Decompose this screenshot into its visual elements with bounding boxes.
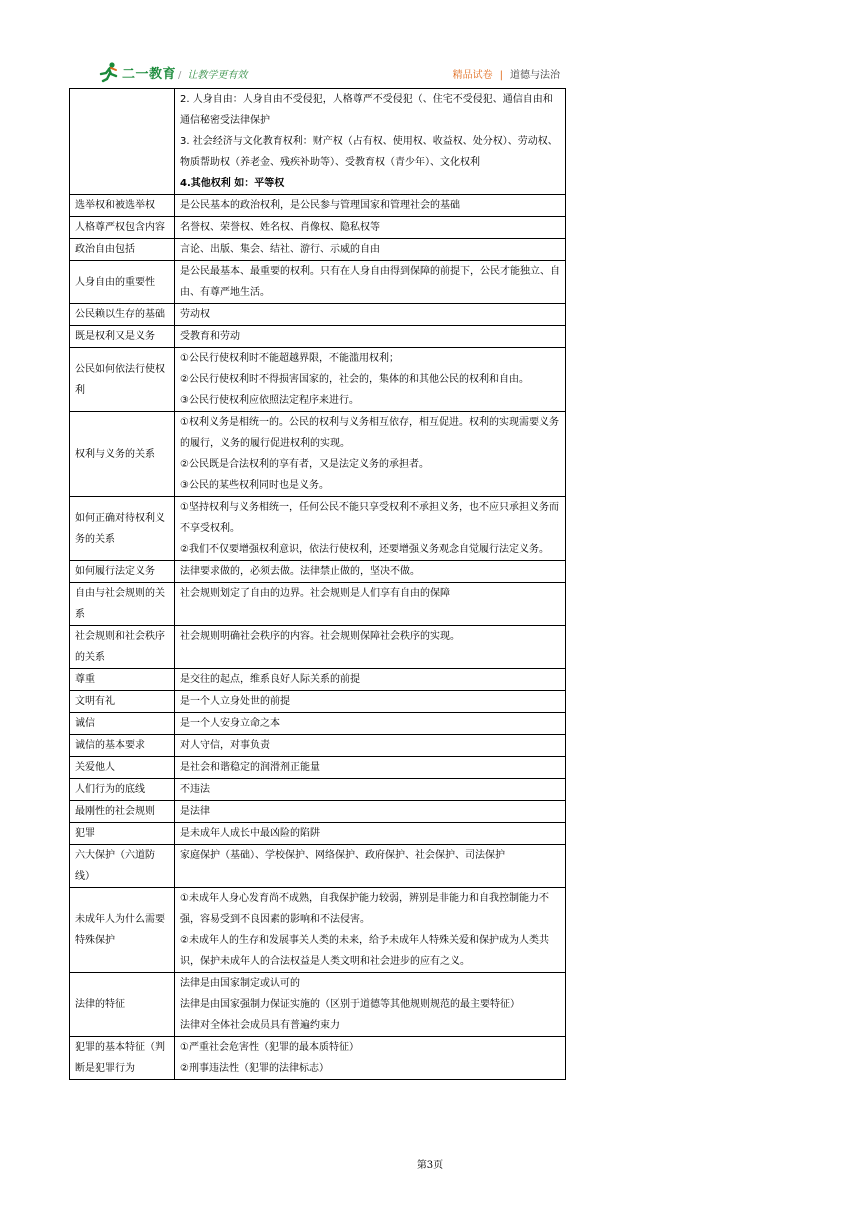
header-slogan: / 让教学更有效 xyxy=(178,70,248,81)
table-row xyxy=(70,412,566,497)
row-value xyxy=(175,1037,566,1080)
row-key: 人格尊严权包含内容 xyxy=(70,217,175,239)
table-row xyxy=(70,735,566,757)
row-value xyxy=(175,304,566,326)
row-key: 未成年人为什么需要特殊保护 xyxy=(70,888,175,973)
table-row xyxy=(70,779,566,801)
value-line: 是未成年人成长中最凶险的陷阱 xyxy=(180,828,320,839)
row-value xyxy=(175,757,566,779)
row-value xyxy=(175,583,566,626)
row-key: 既是权利又是义务 xyxy=(70,326,175,348)
row-value xyxy=(175,326,566,348)
row-key: 公民赖以生存的基础 xyxy=(70,304,175,326)
table-row xyxy=(70,626,566,669)
value-line: 是社会和谐稳定的润滑剂正能量 xyxy=(180,762,320,773)
value-line: ③公民行使权利应依照法定程序来进行。 xyxy=(180,395,359,406)
row-value xyxy=(175,497,566,561)
value-line: 2. 人身自由：人身自由不受侵犯，人格尊严不受侵犯（、住宅不受侵犯、通信自由和通信秘密受法律保护 xyxy=(180,94,553,126)
row-key: 犯罪的基本特征（判断是犯罪行为 xyxy=(70,1037,175,1080)
table-row xyxy=(70,1037,566,1080)
value-line: 言论、出版、集会、结社、游行、示威的自由 xyxy=(180,244,380,255)
table-row xyxy=(70,195,566,217)
value-line: 是一个人安身立命之本 xyxy=(180,718,280,729)
header-right: 精品试卷 | 道德与法治 xyxy=(452,70,560,81)
row-value xyxy=(175,735,566,757)
table-row xyxy=(70,845,566,888)
value-line: ②我们不仅要增强权利意识，依法行使权利，还要增强义务观念自觉履行法定义务。 xyxy=(180,544,549,555)
value-line: 名誉权、荣誉权、姓名权、肖像权、隐私权等 xyxy=(180,222,380,233)
row-value xyxy=(175,888,566,973)
header-subject: 道德与法治 xyxy=(510,70,560,81)
runner-logo-icon xyxy=(98,61,120,83)
table-row xyxy=(70,801,566,823)
row-key: 最刚性的社会规则 xyxy=(70,801,175,823)
table-row xyxy=(70,497,566,561)
value-line: ①公民行使权利时不能超越界限，不能滥用权利； xyxy=(180,353,399,364)
row-value xyxy=(175,779,566,801)
value-line: ②公民既是合法权利的享有者，又是法定义务的承担者。 xyxy=(180,459,429,470)
row-key: 人们行为的底线 xyxy=(70,779,175,801)
row-value xyxy=(175,823,566,845)
table-row xyxy=(70,669,566,691)
header-tag: 精品试卷 xyxy=(452,70,493,81)
value-line: 家庭保护（基础）、学校保护、网络保护、政府保护、社会保护、司法保护 xyxy=(180,850,505,861)
table-row xyxy=(70,713,566,735)
knowledge-table xyxy=(69,88,566,1080)
row-value xyxy=(175,973,566,1037)
page-number: 第3页 xyxy=(416,1160,444,1171)
logo-text: 二一教育 xyxy=(122,66,177,82)
row-key: 诚信 xyxy=(70,713,175,735)
value-line: 法律要求做的，必须去做。法律禁止做的，坚决不做。 xyxy=(180,566,420,577)
table-row xyxy=(70,89,566,195)
value-line: 是法律 xyxy=(180,806,210,817)
value-line: 是公民基本的政治权利，是公民参与管理国家和管理社会的基础 xyxy=(180,200,460,211)
value-line: 受教育和劳动 xyxy=(180,331,240,342)
table-row xyxy=(70,217,566,239)
page-header xyxy=(70,56,560,90)
value-line: ①未成年人身心发育尚不成熟，自我保护能力较弱，辨别是非能力和自我控制能力不强，容易受到不良因素的影响和不法侵害。 xyxy=(180,893,549,925)
table-row xyxy=(70,239,566,261)
value-line: 劳动权 xyxy=(180,309,210,320)
row-value xyxy=(175,89,566,195)
value-line: 不违法 xyxy=(180,784,210,795)
row-value xyxy=(175,626,566,669)
row-value xyxy=(175,348,566,412)
row-key xyxy=(70,89,175,195)
row-value xyxy=(175,217,566,239)
slogan-text: 让教学更有效 xyxy=(187,70,248,81)
value-line: 是一个人立身处世的前提 xyxy=(180,696,290,707)
value-line: 法律是由国家强制力保证实施的（区别于道德等其他规则规范的最主要特征） xyxy=(180,999,520,1010)
row-value xyxy=(175,801,566,823)
row-value xyxy=(175,713,566,735)
row-value xyxy=(175,561,566,583)
value-line: 4.其他权利 如：平等权 xyxy=(180,178,285,189)
table-row xyxy=(70,823,566,845)
logo xyxy=(98,60,176,84)
table-row xyxy=(70,973,566,1037)
table-row xyxy=(70,583,566,626)
row-key: 自由与社会规则的关系 xyxy=(70,583,175,626)
value-line: ①严重社会危害性（犯罪的最本质特征） xyxy=(180,1042,359,1053)
row-value xyxy=(175,195,566,217)
table-row xyxy=(70,326,566,348)
row-value xyxy=(175,412,566,497)
value-line: 社会规则划定了自由的边界。社会规则是人们享有自由的保障 xyxy=(180,588,450,599)
value-line: 对人守信，对事负责 xyxy=(180,740,270,751)
value-line: 法律是由国家制定或认可的 xyxy=(180,978,300,989)
value-line: 法律对全体社会成员具有普遍约束力 xyxy=(180,1020,340,1031)
value-line: 社会规则明确社会秩序的内容。社会规则保障社会秩序的实现。 xyxy=(180,631,460,642)
row-key: 文明有礼 xyxy=(70,691,175,713)
table-row xyxy=(70,757,566,779)
value-line: ②未成年人的生存和发展事关人类的未来，给予未成年人特殊关爱和保护成为人类共识，保护未成年人的合法权益是人类文明和社会进步的应有之义。 xyxy=(180,935,549,967)
value-line: ②刑事违法性（犯罪的法律标志） xyxy=(180,1063,329,1074)
row-key: 公民如何依法行使权利 xyxy=(70,348,175,412)
row-key: 如何履行法定义务 xyxy=(70,561,175,583)
row-key: 尊重 xyxy=(70,669,175,691)
value-line: 是公民最基本、最重要的权利。只有在人身自由得到保障的前提下，公民才能独立、自由、有尊严地生活。 xyxy=(180,266,560,298)
row-key: 选举权和被选举权 xyxy=(70,195,175,217)
row-key: 政治自由包括 xyxy=(70,239,175,261)
value-line: ①坚持权利与义务相统一，任何公民不能只享受权利不承担义务，也不应只承担义务而不享受权利。 xyxy=(180,502,559,534)
row-key: 社会规则和社会秩序的关系 xyxy=(70,626,175,669)
row-key: 人身自由的重要性 xyxy=(70,261,175,304)
row-value xyxy=(175,669,566,691)
table-row xyxy=(70,348,566,412)
value-line: ②公民行使权利时不得损害国家的，社会的，集体的和其他公民的权利和自由。 xyxy=(180,374,529,385)
table-row xyxy=(70,691,566,713)
row-key: 诚信的基本要求 xyxy=(70,735,175,757)
row-key: 六大保护（六道防线） xyxy=(70,845,175,888)
table-row xyxy=(70,304,566,326)
table-row xyxy=(70,561,566,583)
table-row xyxy=(70,888,566,973)
row-value xyxy=(175,261,566,304)
value-line: 3. 社会经济与文化教育权利：财产权（占有权、使用权、收益权、处分权）、劳动权、物质帮助权（养老金、残疾补助等）、受教育权（青少年）、文化权利 xyxy=(180,136,558,168)
row-key: 关爱他人 xyxy=(70,757,175,779)
row-value xyxy=(175,691,566,713)
table-row xyxy=(70,261,566,304)
row-value xyxy=(175,239,566,261)
value-line: 是交往的起点，维系良好人际关系的前提 xyxy=(180,674,360,685)
row-key: 权利与义务的关系 xyxy=(70,412,175,497)
value-line: ③公民的某些权利同时也是义务。 xyxy=(180,480,329,491)
row-key: 犯罪 xyxy=(70,823,175,845)
row-value xyxy=(175,845,566,888)
value-line: ①权利义务是相统一的。公民的权利与义务相互依存，相互促进。权利的实现需要义务的履行，义务的履行促进权利的实现。 xyxy=(180,417,559,449)
row-key: 法律的特征 xyxy=(70,973,175,1037)
row-key: 如何正确对待权利义务的关系 xyxy=(70,497,175,561)
